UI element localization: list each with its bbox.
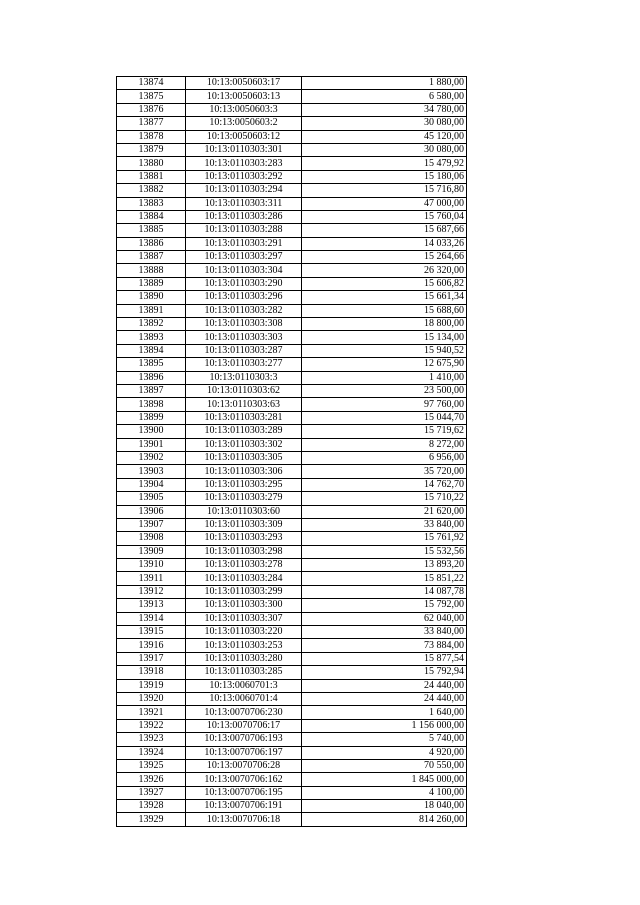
cadastral-number-cell: 10:13:0110303:283	[186, 157, 302, 170]
row-number-cell: 13905	[117, 492, 186, 505]
row-number-cell: 13915	[117, 626, 186, 639]
table-row	[117, 90, 467, 103]
table-row	[117, 612, 467, 625]
row-number-cell: 13890	[117, 291, 186, 304]
value-cell: 15 264,66	[302, 251, 467, 264]
table-row	[117, 733, 467, 746]
value-cell: 1 845 000,00	[302, 773, 467, 786]
value-cell: 24 440,00	[302, 692, 467, 705]
value-cell: 15 761,92	[302, 532, 467, 545]
table-row	[117, 425, 467, 438]
row-number-cell: 13924	[117, 746, 186, 759]
table-row	[117, 438, 467, 451]
cadastral-number-cell: 10:13:0110303:291	[186, 237, 302, 250]
value-cell: 12 675,90	[302, 358, 467, 371]
value-cell: 4 100,00	[302, 786, 467, 799]
cadastral-number-cell: 10:13:0110303:220	[186, 626, 302, 639]
cadastral-number-cell: 10:13:0110303:286	[186, 210, 302, 223]
row-number-cell: 13889	[117, 277, 186, 290]
row-number-cell: 13898	[117, 398, 186, 411]
table-row	[117, 331, 467, 344]
table-row	[117, 398, 467, 411]
cadastral-number-cell: 10:13:0110303:279	[186, 492, 302, 505]
table-row	[117, 277, 467, 290]
value-cell: 15 719,62	[302, 425, 467, 438]
table-row	[117, 652, 467, 665]
table-row	[117, 130, 467, 143]
row-number-cell: 13903	[117, 465, 186, 478]
row-number-cell: 13909	[117, 545, 186, 558]
row-number-cell: 13919	[117, 679, 186, 692]
row-number-cell: 13900	[117, 425, 186, 438]
row-number-cell: 13910	[117, 559, 186, 572]
cadastral-number-cell: 10:13:0110303:294	[186, 184, 302, 197]
value-cell: 24 440,00	[302, 679, 467, 692]
value-cell: 15 760,04	[302, 210, 467, 223]
table-row	[117, 559, 467, 572]
cadastral-number-cell: 10:13:0110303:253	[186, 639, 302, 652]
row-number-cell: 13918	[117, 666, 186, 679]
cadastral-number-cell: 10:13:0110303:311	[186, 197, 302, 210]
row-number-cell: 13883	[117, 197, 186, 210]
table-row	[117, 304, 467, 317]
value-cell: 15 479,92	[302, 157, 467, 170]
value-cell: 14 762,70	[302, 478, 467, 491]
row-number-cell: 13921	[117, 706, 186, 719]
cadastral-number-cell: 10:13:0110303:287	[186, 344, 302, 357]
row-number-cell: 13906	[117, 505, 186, 518]
cadastral-number-cell: 10:13:0110303:300	[186, 599, 302, 612]
cadastral-number-cell: 10:13:0110303:281	[186, 411, 302, 424]
cadastral-number-cell: 10:13:0110303:308	[186, 318, 302, 331]
table-row	[117, 143, 467, 156]
row-number-cell: 13887	[117, 251, 186, 264]
cadastral-number-cell: 10:13:0110303:63	[186, 398, 302, 411]
table-row	[117, 599, 467, 612]
table-row	[117, 170, 467, 183]
cadastral-number-cell: 10:13:0070706:17	[186, 719, 302, 732]
value-cell: 33 840,00	[302, 626, 467, 639]
table-row	[117, 746, 467, 759]
value-cell: 6 956,00	[302, 451, 467, 464]
row-number-cell: 13913	[117, 599, 186, 612]
cadastral-number-cell: 10:13:0060701:4	[186, 692, 302, 705]
cadastral-number-cell: 10:13:0110303:282	[186, 304, 302, 317]
value-cell: 814 260,00	[302, 813, 467, 826]
row-number-cell: 13876	[117, 103, 186, 116]
table-row	[117, 197, 467, 210]
cadastral-number-cell: 10:13:0050603:3	[186, 103, 302, 116]
table-row	[117, 505, 467, 518]
value-cell: 15 716,80	[302, 184, 467, 197]
value-cell: 70 550,00	[302, 759, 467, 772]
row-number-cell: 13907	[117, 518, 186, 531]
cadastral-number-cell: 10:13:0110303:305	[186, 451, 302, 464]
row-number-cell: 13881	[117, 170, 186, 183]
cadastral-number-cell: 10:13:0110303:60	[186, 505, 302, 518]
table-row	[117, 77, 467, 90]
row-number-cell: 13912	[117, 585, 186, 598]
value-cell: 62 040,00	[302, 612, 467, 625]
row-number-cell: 13891	[117, 304, 186, 317]
table-row	[117, 264, 467, 277]
table-row	[117, 157, 467, 170]
table-row	[117, 545, 467, 558]
row-number-cell: 13925	[117, 759, 186, 772]
cadastral-number-cell: 10:13:0110303:288	[186, 224, 302, 237]
cadastral-number-cell: 10:13:0110303:285	[186, 666, 302, 679]
value-cell: 13 893,20	[302, 559, 467, 572]
row-number-cell: 13897	[117, 384, 186, 397]
cadastral-number-cell: 10:13:0110303:292	[186, 170, 302, 183]
cadastral-number-cell: 10:13:0110303:290	[186, 277, 302, 290]
value-cell: 1 410,00	[302, 371, 467, 384]
row-number-cell: 13902	[117, 451, 186, 464]
row-number-cell: 13877	[117, 117, 186, 130]
value-cell: 15 044,70	[302, 411, 467, 424]
value-cell: 21 620,00	[302, 505, 467, 518]
value-cell: 15 792,94	[302, 666, 467, 679]
value-cell: 15 134,00	[302, 331, 467, 344]
row-number-cell: 13879	[117, 143, 186, 156]
row-number-cell: 13896	[117, 371, 186, 384]
value-cell: 33 840,00	[302, 518, 467, 531]
table-row	[117, 451, 467, 464]
row-number-cell: 13875	[117, 90, 186, 103]
value-cell: 8 272,00	[302, 438, 467, 451]
cadastral-number-cell: 10:13:0110303:306	[186, 465, 302, 478]
row-number-cell: 13901	[117, 438, 186, 451]
row-number-cell: 13878	[117, 130, 186, 143]
value-cell: 15 688,60	[302, 304, 467, 317]
value-cell: 14 087,78	[302, 585, 467, 598]
value-cell: 35 720,00	[302, 465, 467, 478]
table-row	[117, 411, 467, 424]
row-number-cell: 13927	[117, 786, 186, 799]
value-cell: 26 320,00	[302, 264, 467, 277]
table-row	[117, 813, 467, 826]
table-row	[117, 759, 467, 772]
row-number-cell: 13895	[117, 358, 186, 371]
row-number-cell: 13917	[117, 652, 186, 665]
cadastral-number-cell: 10:13:0050603:13	[186, 90, 302, 103]
cadastral-number-cell: 10:13:0070706:230	[186, 706, 302, 719]
table-row	[117, 210, 467, 223]
cadastral-number-cell: 10:13:0110303:298	[186, 545, 302, 558]
table-row	[117, 465, 467, 478]
cadastral-number-cell: 10:13:0110303:62	[186, 384, 302, 397]
table-row	[117, 639, 467, 652]
table-row	[117, 358, 467, 371]
row-number-cell: 13894	[117, 344, 186, 357]
cadastral-number-cell: 10:13:0110303:280	[186, 652, 302, 665]
table-row	[117, 773, 467, 786]
value-cell: 34 780,00	[302, 103, 467, 116]
cadastral-number-cell: 10:13:0070706:193	[186, 733, 302, 746]
value-cell: 30 080,00	[302, 117, 467, 130]
row-number-cell: 13893	[117, 331, 186, 344]
table-row	[117, 384, 467, 397]
cadastral-number-cell: 10:13:0110303:303	[186, 331, 302, 344]
cadastral-number-cell: 10:13:0110303:277	[186, 358, 302, 371]
cadastral-number-cell: 10:13:0110303:307	[186, 612, 302, 625]
row-number-cell: 13888	[117, 264, 186, 277]
row-number-cell: 13886	[117, 237, 186, 250]
row-number-cell: 13922	[117, 719, 186, 732]
value-cell: 1 640,00	[302, 706, 467, 719]
table-row	[117, 224, 467, 237]
table-row	[117, 692, 467, 705]
row-number-cell: 13874	[117, 77, 186, 90]
row-number-cell: 13929	[117, 813, 186, 826]
table-row	[117, 492, 467, 505]
table-body	[117, 77, 467, 827]
value-cell: 15 661,34	[302, 291, 467, 304]
row-number-cell: 13880	[117, 157, 186, 170]
table-row	[117, 117, 467, 130]
row-number-cell: 13923	[117, 733, 186, 746]
table-row	[117, 291, 467, 304]
table-row	[117, 251, 467, 264]
table-row	[117, 344, 467, 357]
cadastral-number-cell: 10:13:0110303:284	[186, 572, 302, 585]
cadastral-number-cell: 10:13:0060701:3	[186, 679, 302, 692]
value-cell: 5 740,00	[302, 733, 467, 746]
value-cell: 1 156 000,00	[302, 719, 467, 732]
cadastral-number-cell: 10:13:0110303:289	[186, 425, 302, 438]
value-cell: 15 940,52	[302, 344, 467, 357]
cadastral-number-cell: 10:13:0110303:304	[186, 264, 302, 277]
row-number-cell: 13926	[117, 773, 186, 786]
cadastral-number-cell: 10:13:0110303:301	[186, 143, 302, 156]
value-cell: 15 710,22	[302, 492, 467, 505]
cadastral-number-cell: 10:13:0110303:297	[186, 251, 302, 264]
value-cell: 15 851,22	[302, 572, 467, 585]
row-number-cell: 13884	[117, 210, 186, 223]
table-row	[117, 706, 467, 719]
table-row	[117, 237, 467, 250]
value-cell: 1 880,00	[302, 77, 467, 90]
cadastral-number-cell: 10:13:0110303:296	[186, 291, 302, 304]
cadastral-number-cell: 10:13:0110303:302	[186, 438, 302, 451]
value-cell: 15 606,82	[302, 277, 467, 290]
row-number-cell: 13882	[117, 184, 186, 197]
row-number-cell: 13904	[117, 478, 186, 491]
value-cell: 45 120,00	[302, 130, 467, 143]
row-number-cell: 13928	[117, 800, 186, 813]
value-cell: 47 000,00	[302, 197, 467, 210]
value-cell: 15 792,00	[302, 599, 467, 612]
value-cell: 30 080,00	[302, 143, 467, 156]
row-number-cell: 13920	[117, 692, 186, 705]
cadastral-value-table	[116, 76, 467, 827]
table-row	[117, 572, 467, 585]
row-number-cell: 13911	[117, 572, 186, 585]
value-cell: 97 760,00	[302, 398, 467, 411]
cadastral-number-cell: 10:13:0070706:28	[186, 759, 302, 772]
cadastral-number-cell: 10:13:0070706:191	[186, 800, 302, 813]
table-row	[117, 800, 467, 813]
value-cell: 4 920,00	[302, 746, 467, 759]
row-number-cell: 13899	[117, 411, 186, 424]
cadastral-number-cell: 10:13:0070706:197	[186, 746, 302, 759]
value-cell: 18 800,00	[302, 318, 467, 331]
table-row	[117, 532, 467, 545]
value-cell: 15 180,06	[302, 170, 467, 183]
table-row	[117, 679, 467, 692]
row-number-cell: 13885	[117, 224, 186, 237]
value-cell: 15 877,54	[302, 652, 467, 665]
cadastral-number-cell: 10:13:0110303:295	[186, 478, 302, 491]
row-number-cell: 13916	[117, 639, 186, 652]
row-number-cell: 13908	[117, 532, 186, 545]
table-row	[117, 786, 467, 799]
table-row	[117, 585, 467, 598]
cadastral-number-cell: 10:13:0050603:2	[186, 117, 302, 130]
table-row	[117, 626, 467, 639]
table-row	[117, 518, 467, 531]
value-cell: 73 884,00	[302, 639, 467, 652]
table-row	[117, 184, 467, 197]
cadastral-number-cell: 10:13:0050603:12	[186, 130, 302, 143]
value-cell: 18 040,00	[302, 800, 467, 813]
row-number-cell: 13914	[117, 612, 186, 625]
cadastral-number-cell: 10:13:0110303:3	[186, 371, 302, 384]
value-cell: 15 687,66	[302, 224, 467, 237]
cadastral-number-cell: 10:13:0110303:293	[186, 532, 302, 545]
table-row	[117, 371, 467, 384]
cadastral-number-cell: 10:13:0110303:299	[186, 585, 302, 598]
cadastral-number-cell: 10:13:0070706:18	[186, 813, 302, 826]
cadastral-number-cell: 10:13:0110303:309	[186, 518, 302, 531]
value-cell: 14 033,26	[302, 237, 467, 250]
row-number-cell: 13892	[117, 318, 186, 331]
value-cell: 23 500,00	[302, 384, 467, 397]
cadastral-number-cell: 10:13:0070706:195	[186, 786, 302, 799]
cadastral-number-cell: 10:13:0110303:278	[186, 559, 302, 572]
cadastral-number-cell: 10:13:0050603:17	[186, 77, 302, 90]
table-row	[117, 318, 467, 331]
value-cell: 6 580,00	[302, 90, 467, 103]
table-row	[117, 478, 467, 491]
table-row	[117, 719, 467, 732]
cadastral-number-cell: 10:13:0070706:162	[186, 773, 302, 786]
table-row	[117, 103, 467, 116]
value-cell: 15 532,56	[302, 545, 467, 558]
table-row	[117, 666, 467, 679]
